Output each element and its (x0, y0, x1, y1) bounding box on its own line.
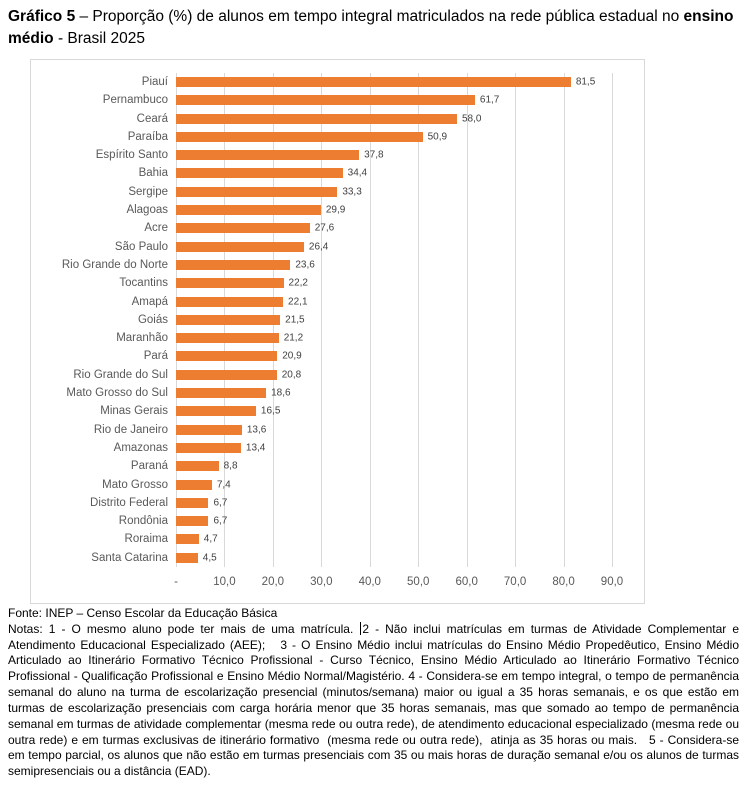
bar (176, 242, 304, 252)
source-text: Fonte: INEP – Censo Escolar da Educação Básica (8, 606, 278, 620)
bar (176, 425, 242, 435)
bar-track (176, 366, 612, 384)
bar (176, 114, 457, 124)
category-label: Acre (144, 222, 168, 235)
bar (176, 187, 337, 197)
bar-row (31, 366, 644, 384)
value-label: 13,6 (246, 424, 267, 436)
bar-row (31, 91, 644, 109)
bar (176, 388, 266, 398)
bar-track (176, 512, 612, 530)
category-label: Pará (143, 350, 168, 363)
bar (176, 461, 219, 471)
title-text: – Proporção (%) de alunos em tempo integral matriculados na rede pública estadual no (75, 8, 684, 25)
value-label: 37,8 (364, 149, 384, 161)
bar-track (176, 402, 612, 420)
category-label: Rondônia (118, 515, 168, 528)
category-label: Mato Grosso do Sul (66, 387, 168, 400)
notes-text (8, 621, 743, 780)
x-axis-tick: 20,0 (261, 576, 285, 588)
bar (176, 516, 208, 526)
bar-track (176, 256, 612, 274)
bar-track (176, 183, 612, 201)
value-label: 22,1 (288, 296, 308, 308)
value-label: 50,9 (427, 131, 448, 143)
bar (176, 480, 212, 490)
bar-track (176, 549, 612, 567)
value-label: 23,6 (295, 259, 315, 271)
value-label: 7,4 (216, 479, 231, 491)
bar-row (31, 402, 644, 420)
category-label: Minas Gerais (100, 405, 168, 418)
title-suffix: - Brasil 2025 (53, 30, 145, 47)
bar-row (31, 219, 644, 237)
bar-row (31, 110, 644, 128)
category-label: Piauí (141, 76, 168, 88)
bar-track (176, 347, 612, 365)
bar (176, 333, 279, 343)
category-label: Paraíba (127, 130, 168, 143)
bar-track (176, 311, 612, 329)
value-label: 58,0 (461, 113, 482, 125)
value-label: 20,9 (282, 350, 302, 362)
bar-row (31, 311, 644, 329)
bar-row (31, 146, 644, 164)
bar-rows (31, 73, 644, 567)
bar-track (176, 110, 612, 128)
bar-row (31, 256, 644, 274)
value-label: 26,4 (308, 241, 329, 253)
value-label: 61,7 (479, 94, 500, 106)
bar-row (31, 201, 644, 219)
bar-row (31, 293, 644, 311)
bar-track (176, 384, 612, 402)
bar-row (31, 384, 644, 402)
value-label: 21,2 (283, 332, 304, 344)
category-label: Distrito Federal (90, 496, 168, 509)
bar-track (176, 274, 612, 292)
x-axis-tick: 80,0 (552, 576, 575, 588)
value-label: 13,4 (245, 442, 266, 454)
bar-row (31, 530, 644, 548)
bar-track (176, 219, 612, 237)
bar-track (176, 421, 612, 439)
category-label: Sergipe (128, 185, 168, 198)
x-axis-tick: 40,0 (358, 576, 381, 588)
category-label: Amapá (131, 295, 168, 308)
bar-row (31, 164, 644, 182)
x-axis-tick: 70,0 (503, 576, 527, 588)
value-label: 22,2 (288, 277, 308, 289)
bar (176, 95, 475, 105)
bar (176, 168, 343, 178)
category-label: Bahia (138, 167, 168, 180)
value-label: 16,5 (260, 405, 281, 417)
value-label: 29,9 (325, 204, 346, 216)
bar-row (31, 238, 644, 256)
bar-track (176, 329, 612, 347)
category-label: Rio de Janeiro (93, 423, 168, 436)
value-label: 34,4 (347, 167, 368, 179)
bar (176, 278, 284, 288)
bar-row (31, 512, 644, 530)
bar (176, 77, 571, 87)
x-axis-tick: 30,0 (310, 576, 333, 588)
x-axis-tick: 10,0 (213, 576, 236, 588)
bar (176, 406, 256, 416)
value-label: 20,8 (281, 369, 302, 381)
value-label: 8,8 (223, 460, 238, 472)
bar (176, 534, 199, 544)
category-label: Rio Grande do Sul (73, 368, 168, 381)
category-label: Alagoas (126, 204, 168, 217)
bar-row (31, 476, 644, 494)
page-title (0, 0, 747, 56)
value-label: 6,7 (213, 497, 228, 509)
x-axis-tick: - (174, 576, 178, 588)
bar (176, 132, 423, 142)
bar (176, 370, 277, 380)
value-label: 21,5 (285, 314, 305, 326)
bar-row (31, 439, 644, 457)
value-label: 6,7 (213, 515, 228, 527)
bar-row (31, 421, 644, 439)
category-label: Ceará (136, 112, 168, 125)
category-label: São Paulo (114, 240, 168, 253)
bar-row (31, 329, 644, 347)
value-label: 4,7 (203, 533, 218, 545)
value-label: 18,6 (271, 387, 291, 399)
bar-row (31, 347, 644, 365)
bar (176, 260, 290, 270)
bar-track (176, 73, 612, 91)
category-label: Amazonas (113, 441, 168, 454)
category-label: Santa Catarina (91, 551, 168, 564)
bar (176, 351, 277, 361)
bar (176, 150, 359, 160)
bar-row (31, 457, 644, 475)
bar (176, 315, 280, 325)
category-label: Rio Grande do Norte (61, 258, 168, 271)
chart-area (30, 59, 645, 604)
bar (176, 297, 283, 307)
bar-track (176, 201, 612, 219)
bar-track (176, 293, 612, 311)
category-label: Pernambuco (102, 94, 168, 107)
bar-track (176, 128, 612, 146)
category-label: Mato Grosso (102, 478, 168, 491)
bar-track (176, 91, 612, 109)
x-axis-tick: 60,0 (455, 576, 478, 588)
category-label: Paraná (130, 460, 168, 473)
value-label: 33,3 (342, 186, 362, 198)
bar-row (31, 128, 644, 146)
bar-row (31, 73, 644, 91)
footer (0, 604, 747, 780)
title-emphasis: ensino médio (8, 8, 734, 47)
notes-part2: 2 - Não inclui matrículas em turmas de Atividade Complementar e Atendimento Educacional Especializado (AEE); 3 - O Ensino Médio inclui matrículas do Ensino Médio Propedêutico, Ensino Médio Articulado ao Itinerário Formativo Técnico Profissional - Curso Técnico, Ensino Médio Articulado ao Itinerário Formativo Técnico Profissional - Qualificação Profissional e Ensino Médio Normal/Magistério. 4 - Considera-se em tempo integral, o tempo de permanência semanal do aluno na turma de escolarização presencial (minutos/semana) maior ou igual a 35 horas semanais, e os que estão em turmas de escolarização presenciais com carga horária menor que 35 horas semanais, mas que somado ao tempo de permanência semanal em turmas de atividade complementar (mesma rede ou outra rede), de atendimento educacional especializado (mesma rede ou outra rede) e em turmas exclusivas de itinerário formativo (mesma rede ou outra rede), atinja as 35 horas ou mais. 5 - Considera-se em tempo parcial, os alunos que não estão em turmas presenciais com 35 ou mais horas de duração semanal e/ou os alunos de turmas semipresenciais ou a distância (EAD). (8, 621, 743, 779)
bar-track (176, 164, 612, 182)
bar-row (31, 549, 644, 567)
bar-row (31, 274, 644, 292)
category-label: Goiás (137, 313, 168, 326)
x-axis-tick: 50,0 (407, 576, 430, 588)
bar-track (176, 457, 612, 475)
category-label: Maranhão (116, 332, 168, 345)
bar (176, 553, 198, 563)
category-label: Tocantins (119, 277, 168, 290)
bar (176, 223, 310, 233)
notes-part1: Notas: 1 - O mesmo aluno pode ter mais de uma matrícula. (8, 621, 360, 636)
x-axis (174, 573, 624, 593)
bar (176, 205, 321, 215)
value-label: 81,5 (575, 76, 596, 88)
bar-track (176, 238, 612, 256)
bar-row (31, 494, 644, 512)
bar-track (176, 439, 612, 457)
bar-track (176, 494, 612, 512)
bar (176, 443, 241, 453)
bar-row (31, 183, 644, 201)
bar (176, 498, 208, 508)
value-label: 27,6 (314, 222, 335, 234)
value-label: 4,5 (202, 552, 217, 564)
category-label: Roraima (124, 533, 168, 546)
category-label: Espírito Santo (95, 149, 168, 162)
title-chart-number: Gráfico 5 (8, 8, 76, 25)
x-axis-tick: 90,0 (600, 576, 624, 588)
bar-track (176, 476, 612, 494)
bar-track (176, 530, 612, 548)
bar-track (176, 146, 612, 164)
